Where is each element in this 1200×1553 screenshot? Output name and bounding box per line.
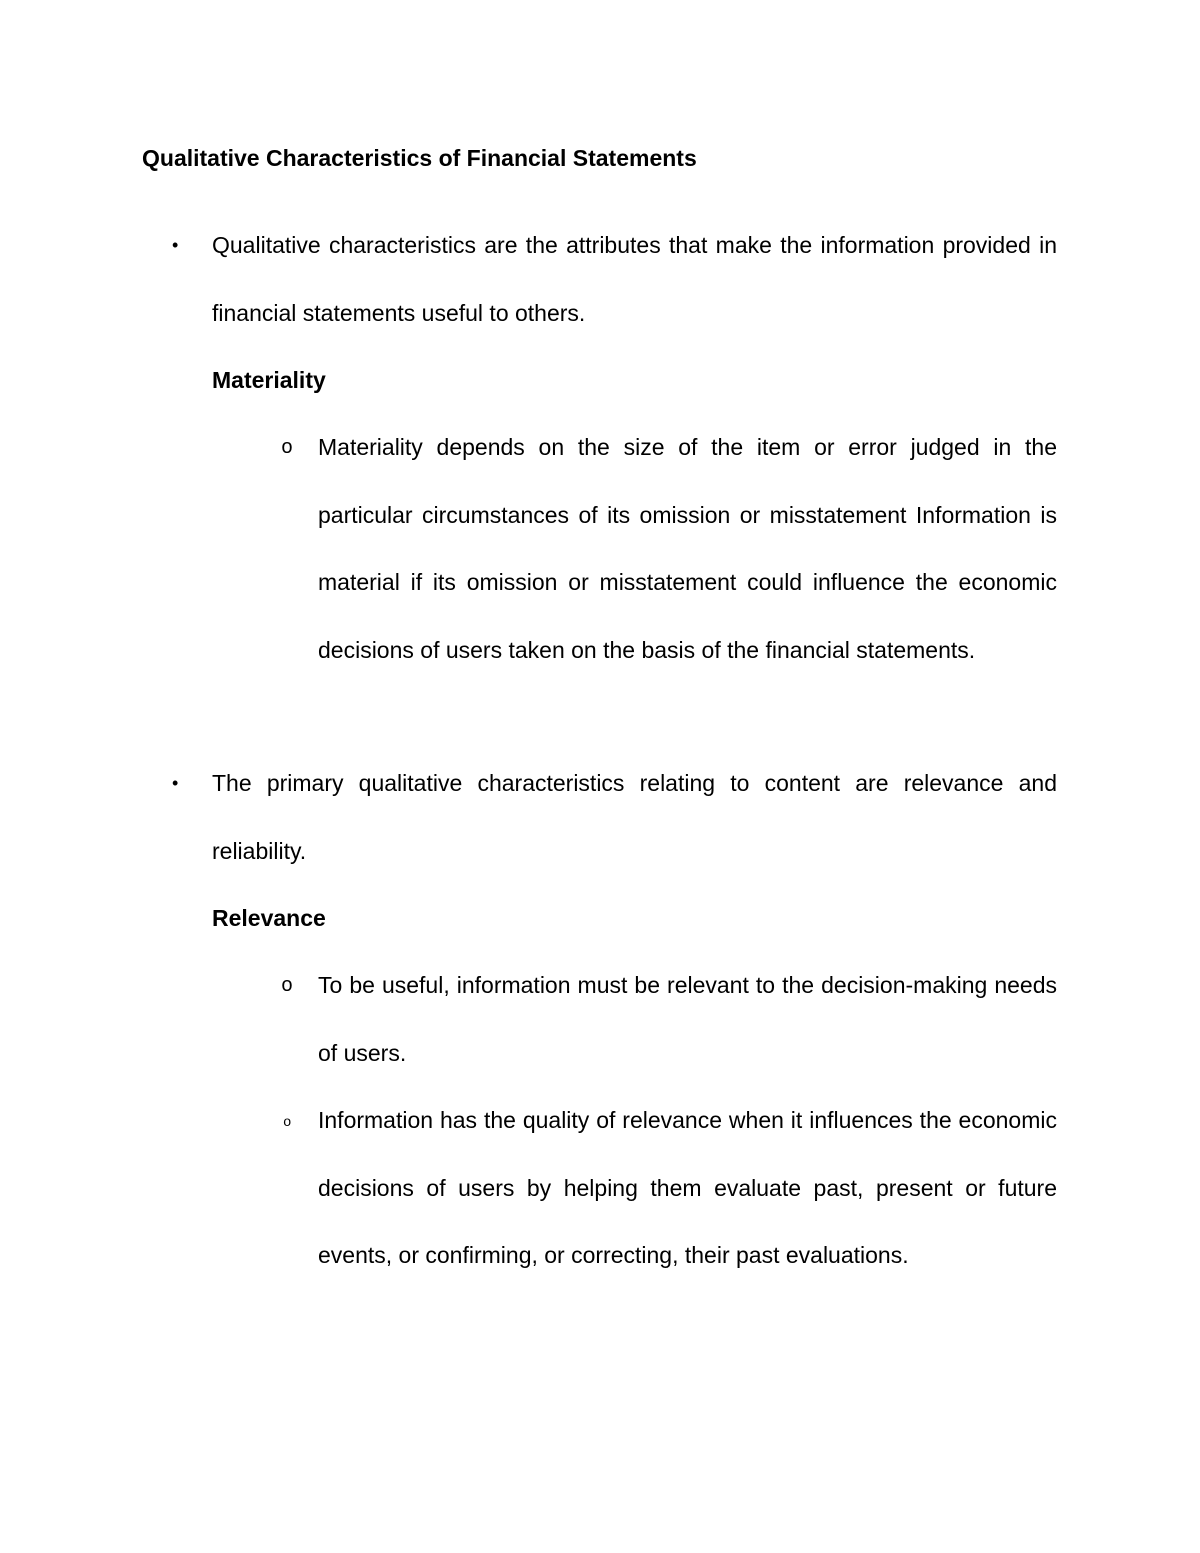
materiality-paragraph: Materiality depends on the size of the item or error judged in the particular circumstances of its omission or misstatement Information is material if its omission or misstatement could influence the economic decisions of users taken on the basis of the financial statements.: [318, 434, 1057, 663]
bullet-icon: •: [172, 773, 179, 793]
relevance-paragraph: To be useful, information must be relevant to the decision-making needs of users.: [318, 972, 1057, 1066]
relevance-paragraph: Information has the quality of relevance when it influences the economic decisions of users by helping them evaluate past, present or future events, or confirming, or correcting, their past evaluations.: [318, 1107, 1057, 1268]
section-heading-materiality: Materiality: [212, 367, 326, 393]
subbullet-icon: o: [283, 1115, 292, 1131]
subbullet-icon: o: [281, 975, 294, 998]
section-heading-relevance: Relevance: [212, 905, 326, 931]
document-title: Qualitative Characteristics of Financial Statements: [142, 145, 697, 171]
bullet-paragraph: Qualitative characteristics are the attributes that make the information provided in financial statements useful to others.: [212, 232, 1057, 326]
bullet-paragraph: The primary qualitative characteristics relating to content are relevance and reliability.: [212, 770, 1057, 864]
subbullet-icon: o: [281, 437, 294, 460]
bullet-icon: •: [172, 235, 179, 255]
